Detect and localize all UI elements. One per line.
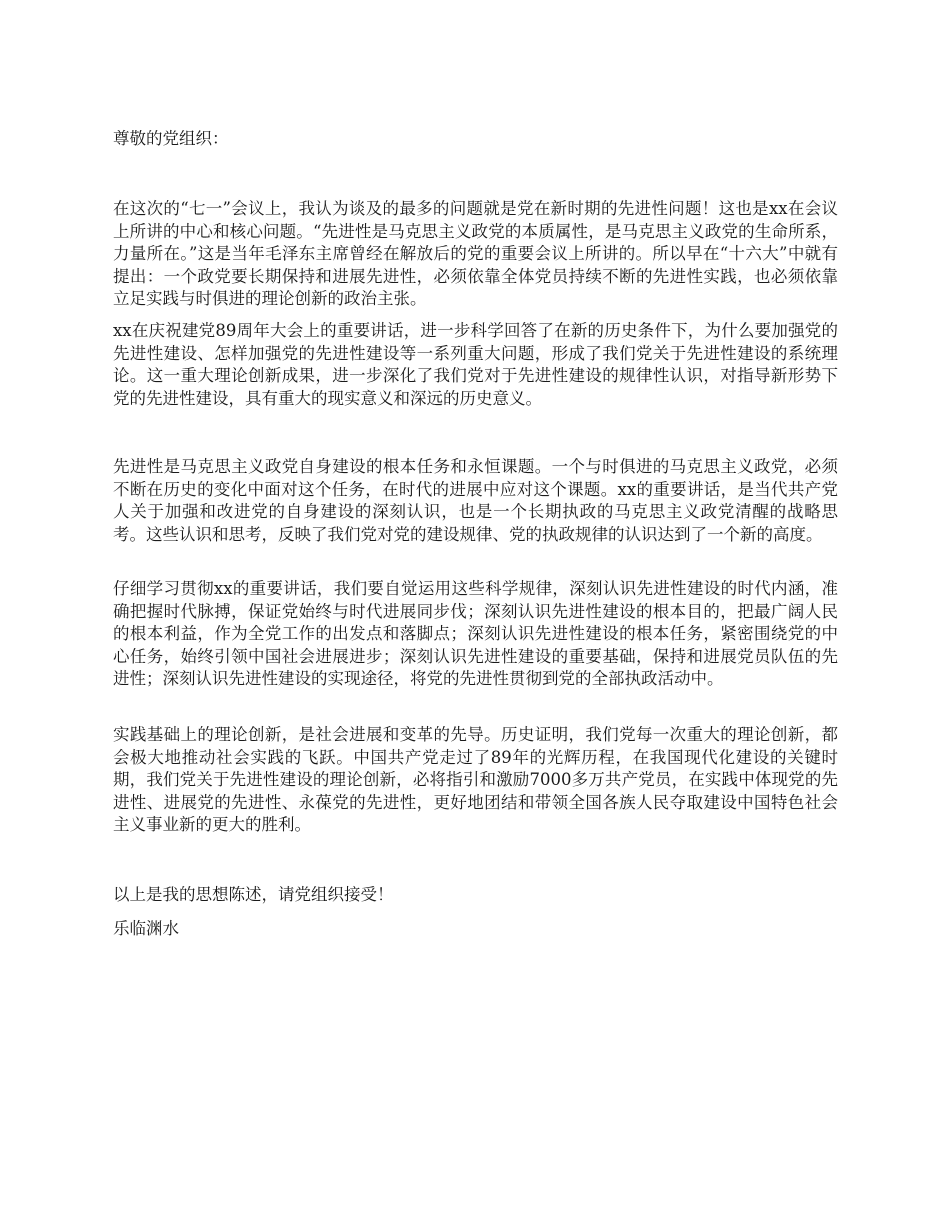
body-paragraph-5: 实践基础上的理论创新，是社会进展和变革的先导。历史证明，我们党每一次重大的理论创新，都会极大地推动社会实践的飞跃。中国共产党走过了89年的光辉历程，在我国现代化建设的关键时期，我们党关于先进性建设的理论创新，必将指引和激励7000多万共产党员，在实践中体现党的先进性、进展党的先进性、永葆党的先进性，更好地团结和带领全国各族人民夺取建设中国特色社会主义事业新的更大的胜利。 (113, 725, 838, 834)
document-page (113, 0, 838, 1230)
body-paragraph-3: 先进性是马克思主义政党自身建设的根本任务和永恒课题。一个与时俱进的马克思主义政党，必须不断在历史的变化中面对这个任务，在时代的进展中应对这个课题。xx的重要讲话，是当代共产党人关于加强和改进党的自身建设的深刻认识，也是一个长期执政的马克思主义政党清醒的战略思考。这些认识和思考，反映了我们党对党的建设规律、党的执政规律的认识达到了一个新的高度。 (113, 457, 838, 544)
salutation: 尊敬的党组织： (113, 129, 229, 148)
closing-line: 以上是我的思想陈述，请党组织接受！ (113, 885, 394, 904)
body-paragraph-4: 仔细学习贯彻xx的重要讲话，我们要自觉运用这些科学规律，深刻认识先进性建设的时代内涵，准确把握时代脉搏，保证党始终与时代进展同步伐；深刻认识先进性建设的根本目的，把最广阔人民的根本利益，作为全党工作的出发点和落脚点；深刻认识先进性建设的根本任务，紧密围绕党的中心任务，始终引领中国社会进展进步；深刻认识先进性建设的重要基础，保持和进展党员队伍的先进性；深刻认识先进性建设的实现途径，将党的先进性贯彻到党的全部执政活动中。 (113, 579, 838, 688)
signature: 乐临渊水 (113, 919, 179, 938)
body-paragraph-1: 在这次的“七一”会议上，我认为谈及的最多的问题就是党在新时期的先进性问题！这也是xx在会议上所讲的中心和核心问题。“先进性是马克思主义政党的本质属性，是马克思主义政党的生命所系，力量所在。”这是当年毛泽东主席曾经在解放后的党的重要会议上所讲的。所以早在“十六大”中就有提出：一个政党要长期保持和进展先进性，必须依靠全体党员持续不断的先进性实践，也必须依靠立足实践与时俱进的理论创新的政治主张。 (113, 199, 838, 308)
body-paragraph-2: xx在庆祝建党89周年大会上的重要讲话，进一步科学回答了在新的历史条件下，为什么要加强党的先进性建设、怎样加强党的先进性建设等一系列重大问题，形成了我们党关于先进性建设的系统理论。这一重大理论创新成果，进一步深化了我们党对于先进性建设的规律性认识，对指导新形势下党的先进性建设，具有重大的现实意义和深远的历史意义。 (113, 321, 838, 408)
